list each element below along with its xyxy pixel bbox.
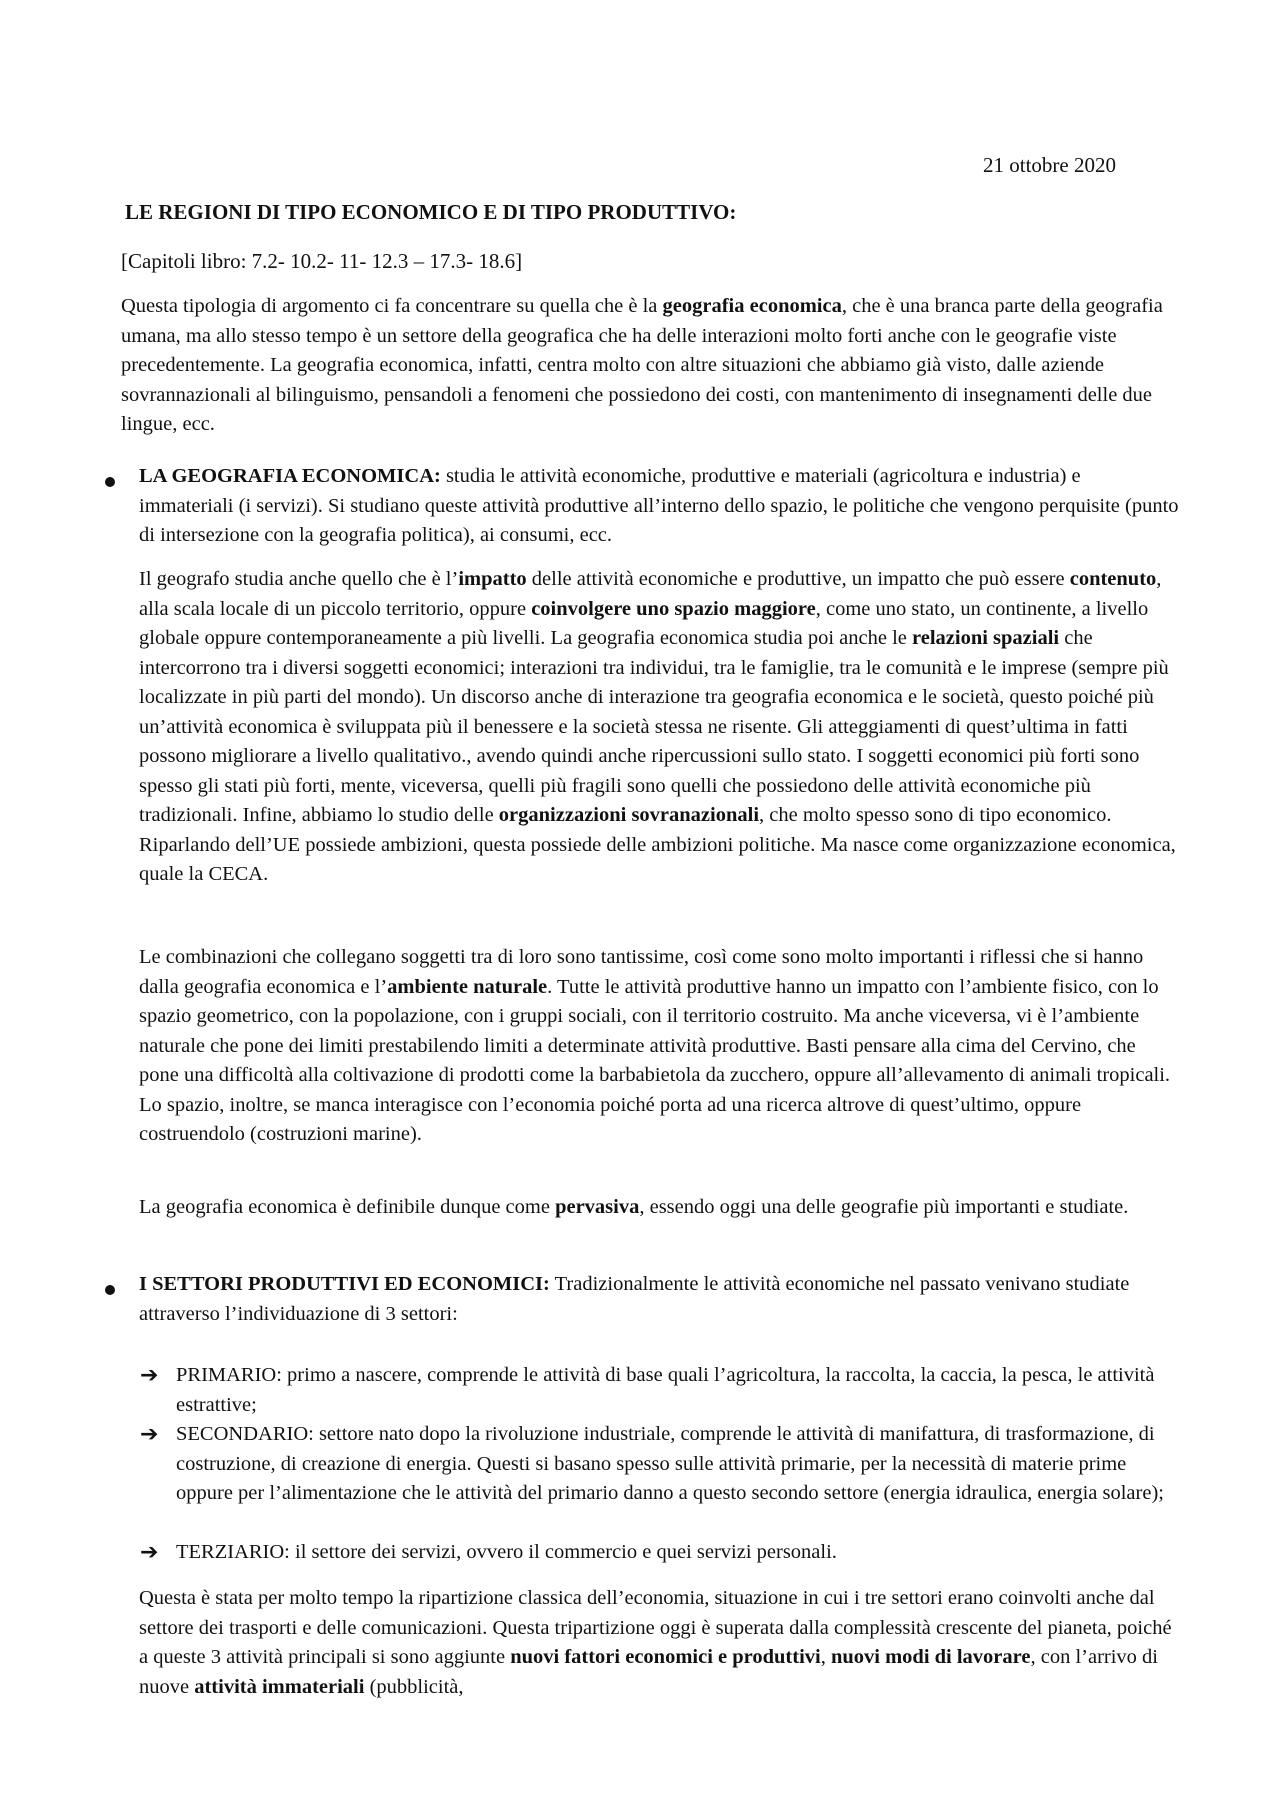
chapters-reference: [Capitoli libro: 7.2- 10.2- 11- 12.3 – 17.3- 18.6] [121, 249, 523, 273]
arrow-right-icon: ➔ [140, 1540, 159, 1565]
paragraph-pervasiva: La geografia economica è definibile dunque come pervasiva, essendo oggi una delle geografie più importanti e studiate. [139, 1196, 1129, 1218]
list-item: TERZIARIO: il settore dei servizi, ovvero il commercio e quei servizi personali. [176, 1541, 837, 1563]
paragraph-impatto: Il geografo studia anche quello che è l’impatto delle attività economiche e produttive, un impatto che può essere contenuto, alla scala locale di un piccolo territorio, oppure coinvolgere uno spazio maggiore, come uno stato, un continente, a livello globale oppure contemporaneamente a più livelli. La geografia economica studia poi anche le relazioni spaziali che intercorrono tra i diversi soggetti economici; interazioni tra individui, tra le famiglie, tra le comunità e le imprese (sempre più localizzate in più parti del mondo). Un discorso anche di interazione tra geografia economica e le società, questo poiché più un’attività economica è sviluppata più il benessere e la società stessa ne risente. Gli atteggiamenti di quest’ultima in fatti possono migliorare a livello qualitativo., avendo quindi anche ripercussioni sullo stato. I soggetti economici più forti sono spesso gli stati più forti, mente, viceversa, quelli più fragili sono quelli che possiedono delle attività economiche più tradizionali. Infine, abbiamo lo studio delle organizzazioni sovranazionali, che molto spesso sono di tipo economico. Riparlando dell’UE possiede ambizioni, questa possiede delle ambizioni politiche. Ma nasce come organizzazione economica, quale la CECA. [139, 568, 1176, 885]
section-geografia-economica: LA GEOGRAFIA ECONOMICA: studia le attività economiche, produttive e materiali (agricoltura e industria) e immateriali (i servizi). Si studiano queste attività produttive all’interno dello spazio, le politiche che vengono perquisite (punto di intersezione con la geografia politica), ai consumi, ecc. [139, 465, 1179, 546]
paragraph-ambiente: Le combinazioni che collegano soggetti tra di loro sono tantissime, così come sono molto importanti i riflessi che si hanno dalla geografia economica e l’ambiente naturale. Tutte le attività produttive hanno un impatto con l’ambiente fisico, con lo spazio geometrico, con la popolazione, con i gruppi sociali, con il territorio costruito. Ma anche viceversa, vi è l’ambiente naturale che pone dei limiti prestabilendo limiti a determinate attività produttive. Basti pensare alla cima del Cervino, che pone una difficoltà alla coltivazione di prodotti come la barbabietola da zucchero, oppure all’allevamento di animali tropicali. Lo spazio, inoltre, se manca interagisce con l’economia poiché porta ad una ricerca altrove di quest’ultimo, oppure costruendolo (costruzioni marine). [139, 946, 1171, 1145]
intro-paragraph: Questa tipologia di argomento ci fa concentrare su quella che è la geografia economica, che è una branca parte della geografia umana, ma allo stesso tempo è un settore della geografica che ha delle interazioni molto forti anche con le geografie viste precedentemente. La geografia economica, infatti, centra molto con altre situazioni che abbiamo già visto, dalle aziende sovrannazionali al bilinguismo, pensandoli a fenomeni che possiedono dei costi, con mantenimento di insegnamenti delle due lingue, ecc. [121, 295, 1163, 435]
arrow-right-icon: ➔ [140, 1422, 159, 1447]
section-settori-produttivi: I SETTORI PRODUTTIVI ED ECONOMICI: Tradizionalmente le attività economiche nel passato venivano studiate attraverso l’individuazione di 3 settori: [139, 1273, 1130, 1325]
document-date: 21 ottobre 2020 [983, 153, 1116, 177]
bullet-icon [105, 477, 115, 487]
page-title: LE REGIONI DI TIPO ECONOMICO E DI TIPO PRODUTTIVO: [125, 200, 737, 224]
list-item: SECONDARIO: settore nato dopo la rivoluzione industriale, comprende le attività di manifattura, di trasformazione, di costruzione, di creazione di energia. Questi si basano spesso sulle attività primarie, per la necessità di materie prime oppure per l’alimentazione che le attività del primario danno a questo secondo settore (energia idraulica, energia solare); [176, 1423, 1164, 1504]
section-heading: LA GEOGRAFIA ECONOMICA: [139, 465, 441, 487]
bullet-icon [105, 1285, 115, 1295]
list-item: PRIMARIO: primo a nascere, comprende le attività di base quali l’agricoltura, la raccolta, la caccia, la pesca, le attività estrattive; [176, 1364, 1155, 1416]
arrow-right-icon: ➔ [140, 1363, 159, 1388]
paragraph-ripartizione: Questa è stata per molto tempo la ripartizione classica dell’economia, situazione in cui i tre settori erano coinvolti anche dal settore dei trasporti e delle comunicazioni. Questa tripartizione oggi è superata dalla complessità crescente del pianeta, poiché a queste 3 attività principali si sono aggiunte nuovi fattori economici e produttivi, nuovi modi di lavorare, con l’arrivo di nuove attività immateriali (pubblicità, [139, 1587, 1172, 1698]
section-heading: I SETTORI PRODUTTIVI ED ECONOMICI: [139, 1273, 550, 1295]
